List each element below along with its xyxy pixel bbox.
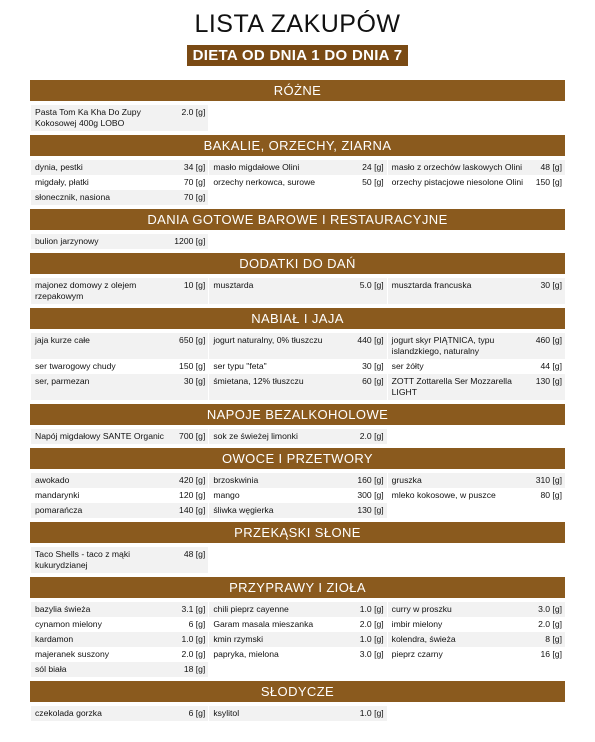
item-name: mleko kokosowe, w puszce (391, 490, 496, 500)
item-quantity: 30 [g] (183, 376, 206, 386)
list-item (387, 632, 565, 647)
list-item (30, 632, 208, 647)
item-quantity: 460 [g] (535, 335, 562, 345)
item-quantity: 150 [g] (179, 361, 206, 371)
item-name: pieprz czarny (391, 649, 443, 659)
list-item (208, 333, 386, 359)
item-quantity: 150 [g] (535, 177, 562, 187)
item-row (30, 602, 565, 617)
item-row (30, 359, 565, 374)
list-item (387, 488, 565, 503)
item-name: cynamon mielony (35, 619, 102, 629)
empty-cell (208, 190, 386, 205)
category-header: PRZYPRAWY I ZIOŁA (30, 577, 565, 598)
list-item (387, 602, 565, 617)
item-name: migdały, płatki (35, 177, 89, 187)
category-header: RÓŻNE (30, 80, 565, 101)
empty-cell (387, 105, 565, 131)
item-quantity: 16 [g] (540, 649, 562, 659)
item-quantity: 18 [g] (183, 664, 206, 674)
list-item (30, 488, 208, 503)
item-row (30, 333, 565, 359)
item-quantity: 6 [g] (188, 619, 206, 629)
item-quantity: 80 [g] (540, 490, 562, 500)
item-name: Taco Shells - taco z mąki kukurydzianej (35, 549, 131, 570)
list-item (30, 503, 208, 518)
item-name: awokado (35, 475, 70, 485)
item-name: ser twarogowy chudy (35, 361, 116, 371)
list-item (30, 647, 208, 662)
item-name: brzoskwinia (213, 475, 259, 485)
list-item (208, 488, 386, 503)
item-row (30, 547, 565, 573)
empty-cell (387, 706, 565, 721)
list-item (30, 429, 208, 444)
item-row (30, 160, 565, 175)
item-quantity: 70 [g] (183, 192, 206, 202)
list-item (387, 647, 565, 662)
item-name: jogurt naturalny, 0% tłuszczu (213, 335, 323, 345)
item-name: Garam masala mieszanka (213, 619, 314, 629)
item-name: papryka, mielona (213, 649, 279, 659)
list-item (30, 374, 208, 400)
list-item (30, 617, 208, 632)
item-quantity: 10 [g] (183, 280, 206, 290)
category-section (30, 404, 565, 444)
item-quantity: 420 [g] (179, 475, 206, 485)
item-quantity: 2.0 [g] (181, 649, 206, 659)
item-name: ksylitol (213, 708, 240, 718)
item-row (30, 429, 565, 444)
list-item (30, 160, 208, 175)
item-quantity: 60 [g] (362, 376, 384, 386)
empty-cell (387, 429, 565, 444)
item-name: ser, parmezan (35, 376, 90, 386)
item-name: orzechy pistacjowe niesolone Olini (391, 177, 524, 187)
item-quantity: 3.0 [g] (538, 604, 562, 614)
category-header: NAPOJE BEZALKOHOLOWE (30, 404, 565, 425)
item-name: czekolada gorzka (35, 708, 102, 718)
item-quantity: 30 [g] (362, 361, 384, 371)
category-section (30, 80, 565, 131)
item-quantity: 700 [g] (179, 431, 206, 441)
subtitle-wrap (0, 45, 595, 66)
category-section (30, 209, 565, 249)
item-name: musztarda francuska (391, 280, 472, 290)
list-item (387, 333, 565, 359)
category-section (30, 681, 565, 721)
item-quantity: 34 [g] (183, 162, 206, 172)
item-name: curry w proszku (391, 604, 452, 614)
list-item (208, 359, 386, 374)
item-name: chili pieprz cayenne (213, 604, 289, 614)
category-section (30, 448, 565, 518)
item-name: gruszka (391, 475, 422, 485)
item-quantity: 8 [g] (545, 634, 562, 644)
item-name: jaja kurze całe (35, 335, 90, 345)
item-name: pomarańcza (35, 505, 83, 515)
empty-cell (208, 547, 386, 573)
item-quantity: 130 [g] (357, 505, 384, 515)
category-header: OWOCE I PRZETWORY (30, 448, 565, 469)
list-item (30, 547, 208, 573)
item-row (30, 234, 565, 249)
list-item (208, 374, 386, 400)
item-row (30, 190, 565, 205)
list-item (30, 278, 208, 304)
item-quantity: 48 [g] (540, 162, 562, 172)
item-quantity: 140 [g] (179, 505, 206, 515)
item-name: ZOTT Zottarella Ser Mozzarella LIGHT (391, 376, 512, 397)
list-item (208, 632, 386, 647)
item-row (30, 617, 565, 632)
list-item (30, 602, 208, 617)
category-header: DANIA GOTOWE BAROWE I RESTAURACYJNE (30, 209, 565, 230)
empty-cell (387, 547, 565, 573)
list-item (387, 175, 565, 190)
item-name: bulion jarzynowy (35, 236, 99, 246)
list-item (387, 278, 565, 304)
item-quantity: 70 [g] (183, 177, 206, 187)
item-name: słonecznik, nasiona (35, 192, 111, 202)
category-header: BAKALIE, ORZECHY, ZIARNA (30, 135, 565, 156)
list-item (208, 175, 386, 190)
item-quantity: 300 [g] (357, 490, 384, 500)
list-item (208, 278, 386, 304)
item-name: śmietana, 12% tłuszczu (213, 376, 304, 386)
item-quantity: 1.0 [g] (359, 634, 384, 644)
item-quantity: 24 [g] (362, 162, 384, 172)
item-name: Pasta Tom Ka Kha Do Zupy Kokosowej 400g LOBO (35, 107, 141, 128)
shopping-list (30, 80, 565, 725)
item-name: kardamon (35, 634, 74, 644)
item-row (30, 105, 565, 131)
list-item (30, 333, 208, 359)
item-name: sok ze świeżej limonki (213, 431, 298, 441)
empty-cell (208, 662, 386, 677)
list-item (30, 359, 208, 374)
item-name: bazylia świeża (35, 604, 91, 614)
category-section (30, 522, 565, 573)
item-row (30, 488, 565, 503)
item-quantity: 5.0 [g] (359, 280, 384, 290)
empty-cell (387, 190, 565, 205)
item-quantity: 1200 [g] (174, 236, 206, 246)
page-title: LISTA ZAKUPÓW (194, 10, 401, 38)
item-quantity: 30 [g] (540, 280, 562, 290)
item-name: sól biała (35, 664, 67, 674)
list-item (387, 374, 565, 400)
list-item (208, 602, 386, 617)
item-row (30, 175, 565, 190)
category-header: SŁODYCZE (30, 681, 565, 702)
item-name: śliwka węgierka (213, 505, 274, 515)
item-row (30, 503, 565, 518)
item-quantity: 44 [g] (540, 361, 562, 371)
list-item (387, 617, 565, 632)
item-name: masło migdałowe Olini (213, 162, 300, 172)
category-section (30, 577, 565, 677)
list-item (208, 473, 386, 488)
item-quantity: 2.0 [g] (359, 431, 384, 441)
item-row (30, 647, 565, 662)
item-name: imbir mielony (391, 619, 443, 629)
item-row (30, 706, 565, 721)
item-name: majonez domowy z olejem rzepakowym (35, 280, 137, 301)
item-name: musztarda (213, 280, 254, 290)
list-item (30, 706, 208, 721)
item-quantity: 2.0 [g] (538, 619, 562, 629)
item-quantity: 310 [g] (535, 475, 562, 485)
item-name: majeranek suszony (35, 649, 110, 659)
item-quantity: 6 [g] (188, 708, 206, 718)
category-header: DODATKI DO DAŃ (30, 253, 565, 274)
item-quantity: 650 [g] (179, 335, 206, 345)
category-header: PRZEKĄSKI SŁONE (30, 522, 565, 543)
item-name: mandarynki (35, 490, 80, 500)
item-quantity: 160 [g] (357, 475, 384, 485)
list-item (208, 429, 386, 444)
item-quantity: 2.0 [g] (181, 107, 206, 117)
item-name: jogurt skyr PIĄTNICA, typu islandzkiego, naturalny (391, 335, 495, 356)
item-row (30, 374, 565, 400)
item-name: kolendra, świeża (391, 634, 456, 644)
list-item (208, 160, 386, 175)
item-name: kmin rzymski (213, 634, 263, 644)
empty-cell (387, 662, 565, 677)
item-quantity: 50 [g] (362, 177, 384, 187)
item-row (30, 278, 565, 304)
item-row (30, 662, 565, 677)
item-quantity: 1.0 [g] (181, 634, 206, 644)
item-name: dynia, pestki (35, 162, 83, 172)
empty-cell (208, 105, 386, 131)
list-item (208, 647, 386, 662)
list-item (30, 105, 208, 131)
list-item (208, 503, 386, 518)
item-quantity: 1.0 [g] (359, 604, 384, 614)
category-header: NABIAŁ I JAJA (30, 308, 565, 329)
item-name: mango (213, 490, 240, 500)
item-name: ser żółty (391, 361, 424, 371)
item-quantity: 120 [g] (179, 490, 206, 500)
item-name: masło z orzechów laskowych Olini (391, 162, 523, 172)
list-item (387, 160, 565, 175)
empty-cell (208, 234, 386, 249)
list-item (30, 190, 208, 205)
list-item (208, 706, 386, 721)
item-name: orzechy nerkowca, surowe (213, 177, 316, 187)
list-item (387, 359, 565, 374)
item-row (30, 473, 565, 488)
item-quantity: 1.0 [g] (359, 708, 384, 718)
item-quantity: 2.0 [g] (359, 619, 384, 629)
empty-cell (387, 503, 565, 518)
category-section (30, 308, 565, 400)
list-item (387, 473, 565, 488)
list-item (30, 175, 208, 190)
item-quantity: 3.1 [g] (181, 604, 206, 614)
category-section (30, 135, 565, 205)
item-quantity: 440 [g] (357, 335, 384, 345)
item-name: ser typu "feta" (213, 361, 267, 371)
list-item (208, 617, 386, 632)
list-item (30, 234, 208, 249)
item-quantity: 130 [g] (535, 376, 562, 386)
list-item (30, 473, 208, 488)
item-quantity: 48 [g] (183, 549, 206, 559)
category-section (30, 253, 565, 304)
item-quantity: 3.0 [g] (359, 649, 384, 659)
list-item (30, 662, 208, 677)
item-row (30, 632, 565, 647)
item-name: Napój migdałowy SANTE Organic (35, 431, 164, 441)
empty-cell (387, 234, 565, 249)
diet-range-subtitle: DIETA OD DNIA 1 DO DNIA 7 (187, 45, 409, 66)
